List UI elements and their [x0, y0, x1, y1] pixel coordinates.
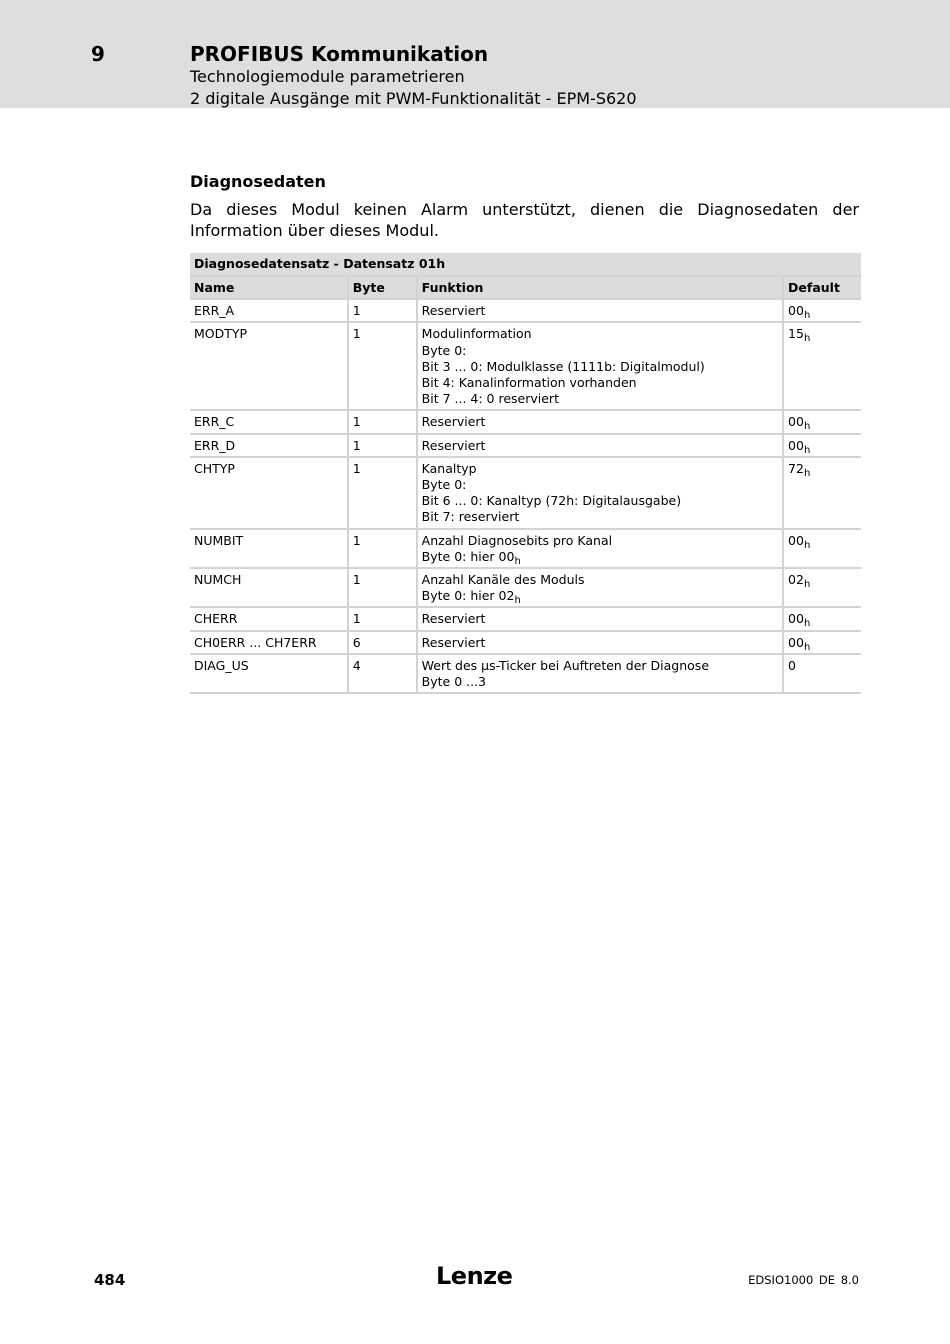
page-number: 484: [94, 1271, 126, 1289]
subscript: h: [803, 444, 811, 456]
default-value: 72: [788, 460, 804, 476]
cell-default: [782, 300, 861, 323]
default-value: 00: [788, 611, 804, 627]
cell-name: NUMCH: [190, 569, 347, 608]
cell-byte: 4: [347, 655, 416, 694]
cell-default: [782, 458, 861, 530]
cell-name: CHTYP: [190, 458, 347, 530]
subscript: h: [803, 641, 811, 653]
funktion-line: Modulinformation: [421, 326, 532, 342]
funktion-line: Wert des µs-Ticker bei Auftreten der Diagnose: [421, 657, 710, 673]
table-row: [190, 608, 861, 631]
funktion-line: Reserviert: [421, 437, 486, 453]
page-header: [0, 0, 950, 108]
subtitle-1: Technologiemodule parametrieren: [190, 67, 465, 86]
funktion-line: Anzahl Kanäle des Moduls: [421, 572, 585, 588]
cell-byte: 1: [347, 435, 416, 458]
cell-name: ERR_D: [190, 435, 347, 458]
subscript: h: [803, 421, 811, 433]
subscript: h: [803, 310, 811, 322]
cell-funktion: [416, 458, 782, 530]
table-caption-row: [190, 253, 861, 277]
cell-funktion: [416, 632, 782, 655]
cell-default: [782, 569, 861, 608]
table-row: [190, 655, 861, 694]
cell-byte: 1: [347, 569, 416, 608]
funktion-line: Anzahl Diagnosebits pro Kanal: [421, 532, 613, 548]
table-row: [190, 530, 861, 569]
subscript: h: [803, 333, 811, 345]
cell-byte: 6: [347, 632, 416, 655]
funktion-line: Reserviert: [421, 611, 486, 627]
cell-name: DIAG_US: [190, 655, 347, 694]
cell-name: NUMBIT: [190, 530, 347, 569]
cell-default: [782, 323, 861, 411]
default-value: 0: [788, 657, 796, 673]
funktion-line: Bit 7: reserviert: [421, 509, 520, 525]
cell-default: [782, 530, 861, 569]
table-row: [190, 458, 861, 530]
column-header-name: Name: [190, 277, 347, 300]
default-value: 00: [788, 634, 804, 650]
table-row: [190, 632, 861, 655]
cell-default: [782, 411, 861, 434]
cell-default: [782, 608, 861, 631]
cell-name: CH0ERR ... CH7ERR: [190, 632, 347, 655]
subscript: h: [803, 579, 811, 591]
cell-funktion: [416, 323, 782, 411]
default-value: 00: [788, 414, 804, 430]
chapter-title: PROFIBUS Kommunikation: [190, 42, 489, 66]
default-value: 00: [788, 437, 804, 453]
subscript: h: [803, 539, 811, 551]
default-value: 02: [788, 572, 804, 588]
column-header-byte: Byte: [347, 277, 416, 300]
funktion-line: Bit 4: Kanalinformation vorhanden: [421, 375, 637, 391]
cell-funktion: [416, 530, 782, 569]
lenze-logo: Lenze: [436, 1262, 513, 1290]
funktion-line-text: Byte 0: hier 00: [421, 548, 515, 564]
cell-byte: 1: [347, 323, 416, 411]
funktion-line: [422, 549, 779, 565]
funktion-line-text: Byte 0: hier 02: [421, 588, 515, 604]
cell-byte: 1: [347, 530, 416, 569]
subscript: h: [803, 618, 811, 630]
default-value: 00: [788, 303, 804, 319]
funktion-line: Kanaltyp: [421, 460, 477, 476]
cell-funktion: [416, 569, 782, 608]
subscript: h: [803, 467, 811, 479]
section-heading: Diagnosedaten: [190, 172, 326, 191]
funktion-line: [421, 588, 779, 607]
table-row: [190, 323, 861, 411]
default-value: 15: [788, 326, 804, 342]
funktion-line: Byte 0 ...3: [421, 674, 487, 690]
cell-byte: 1: [347, 300, 416, 323]
subscript: h: [514, 595, 521, 607]
cell-byte: 1: [347, 411, 416, 434]
funktion-line: Reserviert: [421, 634, 486, 650]
cell-default: [782, 632, 861, 655]
intro-paragraph: Da dieses Modul keinen Alarm unterstützt, dienen die Diagnosedaten der Information über dieses Modul.: [190, 200, 859, 240]
subscript: h: [514, 555, 521, 567]
cell-default: [782, 435, 861, 458]
table-row: [190, 435, 861, 458]
column-header-funktion: Funktion: [416, 277, 782, 300]
table-row: [190, 411, 861, 434]
table-body: [190, 300, 861, 694]
cell-funktion: [416, 435, 782, 458]
cell-name: CHERR: [190, 608, 347, 631]
funktion-line: Byte 0:: [421, 477, 467, 493]
cell-byte: 1: [347, 458, 416, 530]
cell-funktion: [416, 300, 782, 323]
subtitle-2: 2 digitale Ausgänge mit PWM-Funktionalität - EPM-S620: [190, 89, 637, 108]
funktion-line: Byte 0:: [421, 342, 467, 358]
cell-default: [782, 655, 861, 694]
cell-name: ERR_C: [190, 411, 347, 434]
diagnostics-table: [190, 253, 861, 694]
table-row: [190, 569, 861, 608]
table-row: [190, 300, 861, 323]
cell-name: ERR_A: [190, 300, 347, 323]
funktion-line: Bit 3 ... 0: Modulklasse (1111b: Digitalmodul): [421, 358, 705, 374]
funktion-line: Bit 6 ... 0: Kanaltyp (72h: Digitalausgabe): [421, 493, 682, 509]
cell-name: MODTYP: [190, 323, 347, 411]
funktion-line: Bit 7 ... 4: 0 reserviert: [421, 391, 559, 407]
document-id: EDSIO1000 DE 8.0: [748, 1273, 859, 1287]
default-value: 00: [788, 532, 804, 548]
chapter-number: 9: [91, 42, 105, 66]
cell-byte: 1: [347, 608, 416, 631]
table-caption: Diagnosedatensatz - Datensatz 01h: [190, 253, 861, 277]
funktion-line: Reserviert: [421, 414, 486, 430]
cell-funktion: [416, 608, 782, 631]
table-header-row: [190, 277, 861, 300]
cell-funktion: [416, 411, 782, 434]
funktion-line: Reserviert: [421, 303, 486, 319]
cell-funktion: [416, 655, 782, 694]
column-header-default: Default: [782, 277, 861, 300]
